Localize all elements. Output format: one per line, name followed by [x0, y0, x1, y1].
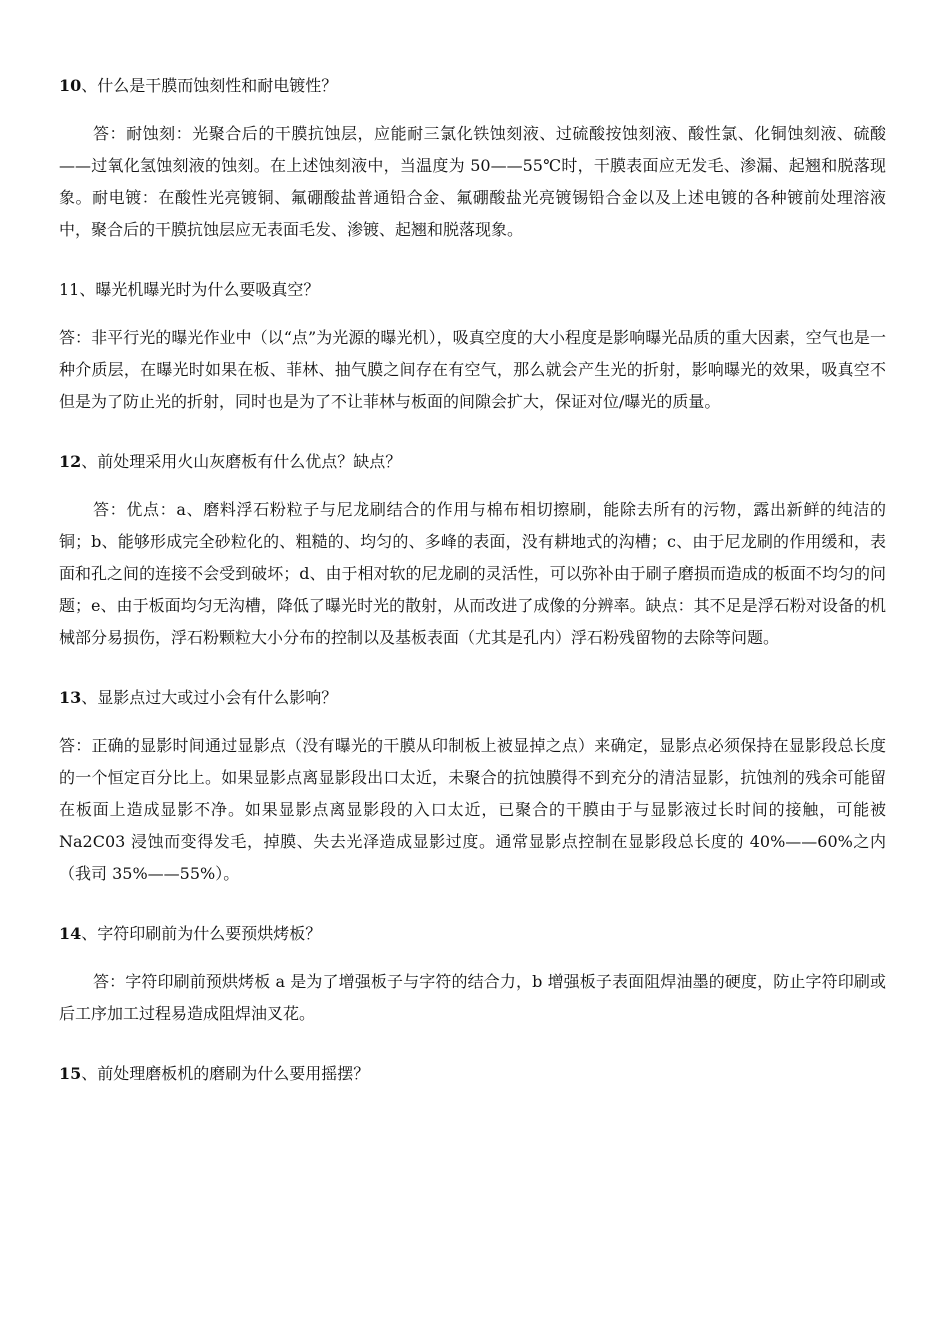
question-14	[59, 918, 886, 950]
question-number: 14	[59, 924, 82, 943]
answer-14: 答：字符印刷前预烘烤板 a 是为了增强板子与字符的结合力，b 增强板子表面阻焊油墨的硬度，防止字符印刷或后工序加工过程易造成阻焊油叉花。	[59, 972, 886, 1023]
answer-11: 答：非平行光的曝光作业中（以“点”为光源的曝光机），吸真空度的大小程度是影响曝光品质的重大因素，空气也是一种介质层，在曝光时如果在板、菲林、抽气膜之间存在有空气，那么就会产生光的折射，影响曝光的效果，吸真空不但是为了防止光的折射，同时也是为了不让菲林与板面的间隙会扩大，保证对位/曝光的质量。	[59, 328, 886, 411]
question-number: 12	[59, 452, 82, 471]
question-number: 10	[59, 76, 82, 95]
question-13	[59, 682, 886, 714]
question-number: 15	[59, 1064, 82, 1083]
question-number: 11	[59, 280, 80, 299]
question-text: 、显影点过大或过小会有什么影响？	[81, 688, 338, 707]
question-15	[59, 1058, 886, 1090]
question-12	[59, 446, 886, 478]
answer-10: 答：耐蚀刻：光聚合后的干膜抗蚀层，应能耐三氯化铁蚀刻液、过硫酸按蚀刻液、酸性氯、化铜蚀刻液、硫酸——过氧化氢蚀刻液的蚀刻。在上述蚀刻液中，当温度为 50——55℃时，干膜表面应无发毛、渗漏、起翘和脱落现象。耐电镀：在酸性光亮镀铜、氟硼酸盐普通铅合金、氟硼酸盐光亮镀锡铅合金以及上述电镀的各种镀前处理溶液中，聚合后的干膜抗蚀层应无表面毛发、渗镀、起翘和脱落现象。	[59, 124, 886, 239]
answer-12: 答：优点：a、磨料浮石粉粒子与尼龙刷结合的作用与棉布相切擦刷，能除去所有的污物，露出新鲜的纯洁的铜；b、能够形成完全砂粒化的、粗糙的、均匀的、多峰的表面，没有耕地式的沟槽；c、由于尼龙刷的作用缓和，表面和孔之间的连接不会受到破坏；d、由于相对软的尼龙刷的灵活性，可以弥补由于刷子磨损而造成的板面不均匀的问题；e、由于板面均匀无沟槽，降低了曝光时光的散射，从而改进了成像的分辨率。缺点：其不足是浮石粉对设备的机械部分易损伤，浮石粉颗粒大小分布的控制以及基板表面（尤其是孔内）浮石粉残留物的去除等问题。	[59, 500, 886, 647]
question-number: 13	[59, 688, 82, 707]
question-text: 、曝光机曝光时为什么要吸真空？	[79, 280, 320, 299]
question-text: 、字符印刷前为什么要预烘烤板？	[81, 924, 322, 943]
question-text: 、前处理采用火山灰磨板有什么优点？缺点？	[81, 452, 402, 471]
answer-13: 答：正确的显影时间通过显影点（没有曝光的干膜从印制板上被显掉之点）来确定，显影点必须保持在显影段总长度的一个恒定百分比上。如果显影点离显影段出口太近，未聚合的抗蚀膜得不到充分的清洁显影，抗蚀剂的残余可能留在板面上造成显影不净。如果显影点离显影段的入口太近，已聚合的干膜由于与显影液过长时间的接触，可能被 Na2C03 浸蚀而变得发毛，掉膜、失去光泽造成显影过度。通常显影点控制在显影段总长度的 40%——60%之内（我司 35%——55%）。	[59, 736, 886, 883]
question-10	[59, 70, 886, 102]
question-text: 、什么是干膜而蚀刻性和耐电镀性？	[81, 76, 338, 95]
question-11	[59, 274, 886, 306]
question-text: 、前处理磨板机的磨刷为什么要用摇摆？	[81, 1064, 370, 1083]
